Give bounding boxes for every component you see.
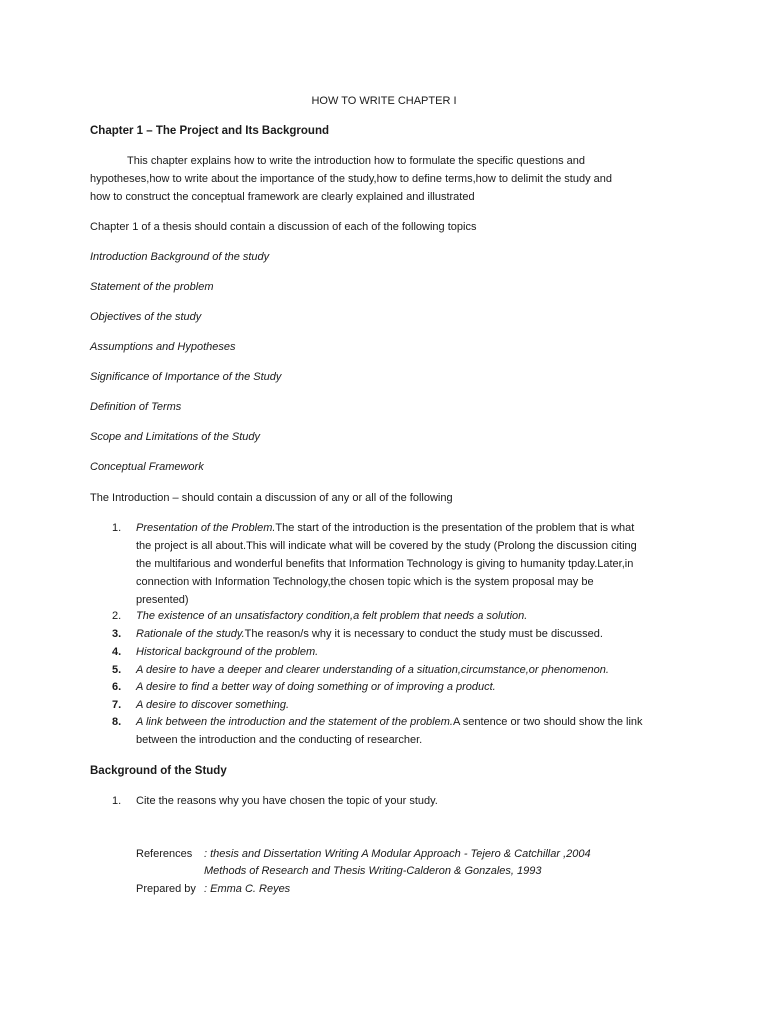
topic-item: Statement of the problem bbox=[90, 281, 214, 293]
list-item-text: presented) bbox=[136, 594, 189, 606]
list-item bbox=[136, 625, 686, 643]
topic-item: Assumptions and Hypotheses bbox=[90, 341, 236, 353]
list-number: 2. bbox=[112, 610, 122, 622]
list-number: 4. bbox=[112, 646, 122, 658]
list-number: 1. bbox=[112, 522, 122, 534]
topics-intro: Chapter 1 of a thesis should contain a discussion of each of the following topics bbox=[90, 221, 477, 233]
list-number: 6. bbox=[112, 681, 122, 693]
prepared-by-value: : Emma C. Reyes bbox=[204, 883, 291, 895]
list-item-text: The reason/s why it is necessary to conduct the study must be discussed. bbox=[244, 628, 603, 640]
list-item-text: A sentence or two should show the link bbox=[452, 716, 643, 728]
list-number: 7. bbox=[112, 699, 122, 711]
background-heading: Background of the Study bbox=[90, 765, 227, 777]
list-item-text: the project is all about.This will indicate what will be covered by the study (Prolong the discussion citing bbox=[136, 540, 637, 552]
list-item bbox=[136, 713, 686, 749]
reference-entry: Methods of Research and Thesis Writing-Calderon & Gonzales, 1993 bbox=[204, 865, 542, 877]
list-item-text: connection with Information Technology,the chosen topic which is the system proposal may be bbox=[136, 576, 594, 588]
list-item: A desire to have a deeper and clearer understanding of a situation,circumstance,or phenomenon. bbox=[136, 664, 609, 676]
list-item: A desire to find a better way of doing something or of improving a product. bbox=[136, 681, 496, 693]
reference-entry: : thesis and Dissertation Writing A Modular Approach - Tejero & Catchillar ,2004 bbox=[204, 848, 591, 860]
intro-line-3: how to construct the conceptual framework are clearly explained and illustrated bbox=[90, 191, 475, 203]
list-item: Historical background of the problem. bbox=[136, 646, 319, 658]
references-label: References bbox=[136, 848, 193, 860]
list-item-emphasis: A link between the introduction and the statement of the problem. bbox=[136, 716, 453, 728]
topic-item: Introduction Background of the study bbox=[90, 251, 270, 263]
list-item-emphasis: Rationale of the study. bbox=[136, 628, 245, 640]
list-item-text: the multifarious and wonderful benefits that Information Technology is giving to humanity tpday.Later,in bbox=[136, 558, 634, 570]
list-number: 5. bbox=[112, 664, 122, 676]
list-number: 8. bbox=[112, 716, 122, 728]
topic-item: Conceptual Framework bbox=[90, 461, 204, 473]
list-item-text: between the introduction and the conducting of researcher. bbox=[136, 734, 423, 746]
list-item: The existence of an unsatisfactory condition,a felt problem that needs a solution. bbox=[136, 610, 528, 622]
intro-line-1: This chapter explains how to write the introduction how to formulate the specific questions and bbox=[127, 155, 585, 167]
list-item-emphasis: Presentation of the Problem. bbox=[136, 522, 276, 534]
list-item: A desire to discover something. bbox=[136, 699, 290, 711]
list-number: 3. bbox=[112, 628, 122, 640]
list-item-text: The start of the introduction is the presentation of the problem that is what bbox=[275, 522, 635, 534]
list-number: 1. bbox=[112, 795, 122, 807]
intro-line-2: hypotheses,how to write about the importance of the study,how to define terms,how to delimit the study and bbox=[90, 173, 612, 185]
list-item: Cite the reasons why you have chosen the topic of your study. bbox=[136, 795, 438, 807]
topic-item: Objectives of the study bbox=[90, 311, 202, 323]
list-item bbox=[136, 519, 686, 609]
prepared-by-label: Prepared by bbox=[136, 883, 196, 895]
document-title: HOW TO WRITE CHAPTER I bbox=[311, 95, 457, 107]
topic-item: Scope and Limitations of the Study bbox=[90, 431, 260, 443]
topic-item: Definition of Terms bbox=[90, 401, 182, 413]
chapter-heading: Chapter 1 – The Project and Its Background bbox=[90, 125, 329, 137]
introduction-intro: The Introduction – should contain a discussion of any or all of the following bbox=[90, 492, 453, 504]
topic-item: Significance of Importance of the Study bbox=[90, 371, 282, 383]
